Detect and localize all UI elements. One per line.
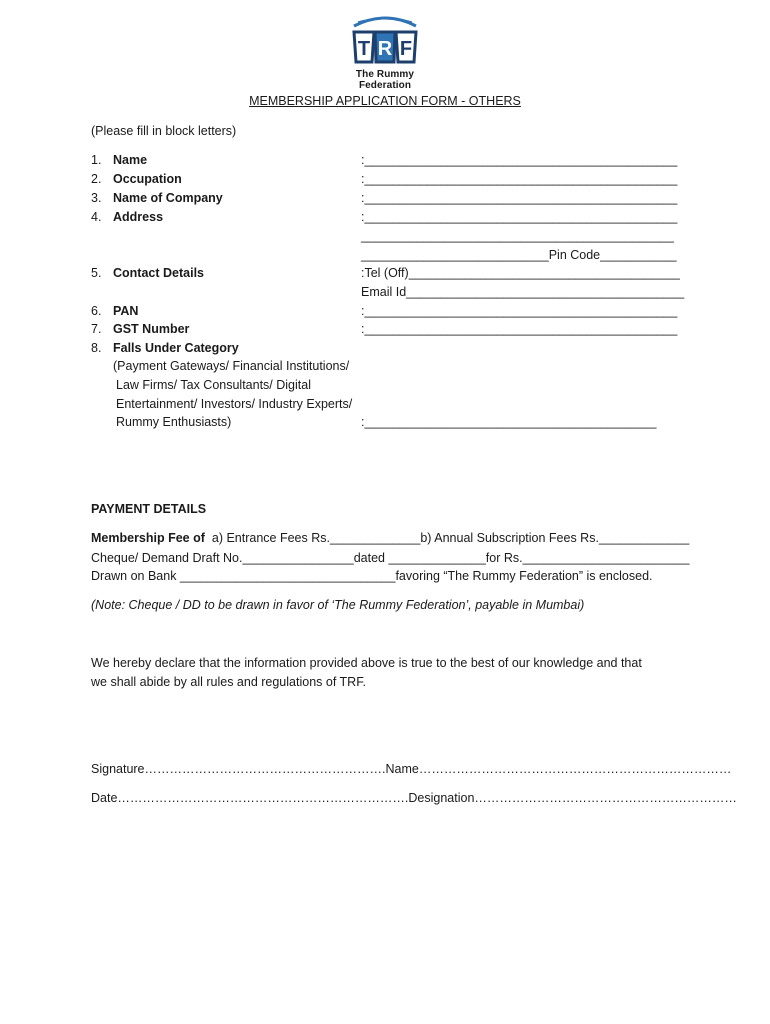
category-description: Entertainment/ Investors/ Industry Experts/: [116, 397, 353, 411]
field-label-address: Address: [113, 210, 164, 224]
occupation-input-line[interactable]: :_____________________________________________: [361, 172, 678, 186]
field-label-pan: PAN: [113, 304, 139, 318]
cheque-input-line[interactable]: Cheque/ Demand Draft No.________________dated ______________for Rs.________________________: [91, 551, 690, 565]
tel-input-line[interactable]: :Tel (Off)_______________________________________: [361, 266, 680, 280]
address-input-line[interactable]: :_____________________________________________: [361, 210, 678, 224]
date-designation-line[interactable]: Date…………………………………………………………….Designation………………………………………………………: [91, 791, 737, 805]
category-description: (Payment Gateways/ Financial Institutions/: [113, 359, 350, 373]
email-input-line[interactable]: Email Id________________________________________: [361, 285, 685, 299]
category-input-line[interactable]: :__________________________________________: [361, 415, 657, 429]
trf-logo-icon: [348, 12, 422, 68]
field-number: 3.: [91, 191, 102, 205]
field-label-contact: Contact Details: [113, 266, 204, 280]
trf-logo: [330, 12, 440, 91]
field-label-category: Falls Under Category: [113, 341, 239, 355]
instructions: (Please fill in block letters): [91, 124, 237, 138]
company-input-line[interactable]: :_____________________________________________: [361, 191, 678, 205]
field-number: 4.: [91, 210, 102, 224]
field-label-occupation: Occupation: [113, 172, 182, 186]
membership-fee-label: Membership Fee of: [91, 531, 205, 545]
logo-letter-f: F: [399, 38, 413, 60]
fee-input-line[interactable]: a) Entrance Fees Rs._____________b) Annual Subscription Fees Rs._____________: [211, 531, 690, 545]
membership-fee-line: [91, 530, 689, 546]
field-label-company: Name of Company: [113, 191, 223, 205]
field-number: 8.: [91, 341, 102, 355]
payment-heading: PAYMENT DETAILS: [91, 502, 207, 516]
field-number: 6.: [91, 304, 102, 318]
field-number: 2.: [91, 172, 102, 186]
declaration-text: we shall abide by all rules and regulations of TRF.: [91, 675, 366, 689]
category-description: Rummy Enthusiasts): [116, 415, 232, 429]
logo-letter-r: R: [377, 38, 393, 60]
signature-name-line[interactable]: Signature………………………………………………….Name…………………………………………………………………: [91, 762, 732, 776]
category-description: Law Firms/ Tax Consultants/ Digital: [116, 378, 311, 392]
field-number: 7.: [91, 322, 102, 336]
drawn-on-bank-line[interactable]: Drawn on Bank _______________________________favoring “The Rummy Federation” is enclosed.: [91, 569, 653, 583]
address-input-line-2[interactable]: _____________________________________________: [361, 229, 674, 243]
name-input-line[interactable]: :_____________________________________________: [361, 153, 678, 167]
payment-note: (Note: Cheque / DD to be drawn in favor of ‘The Rummy Federation’, payable in Mumbai): [91, 598, 585, 612]
pan-input-line[interactable]: :_____________________________________________: [361, 304, 678, 318]
logo-letter-t: T: [357, 38, 371, 60]
form-title: MEMBERSHIP APPLICATION FORM - OTHERS: [249, 94, 521, 108]
field-label-name: Name: [113, 153, 148, 167]
field-label-gst: GST Number: [113, 322, 190, 336]
declaration-text: We hereby declare that the information provided above is true to the best of our knowledge and that: [91, 656, 642, 670]
field-number: 5.: [91, 266, 102, 280]
gst-input-line[interactable]: :_____________________________________________: [361, 322, 678, 336]
org-name: The Rummy Federation: [355, 69, 415, 91]
pin-code-input-line[interactable]: ___________________________Pin Code___________: [361, 248, 677, 262]
field-number: 1.: [91, 153, 102, 167]
